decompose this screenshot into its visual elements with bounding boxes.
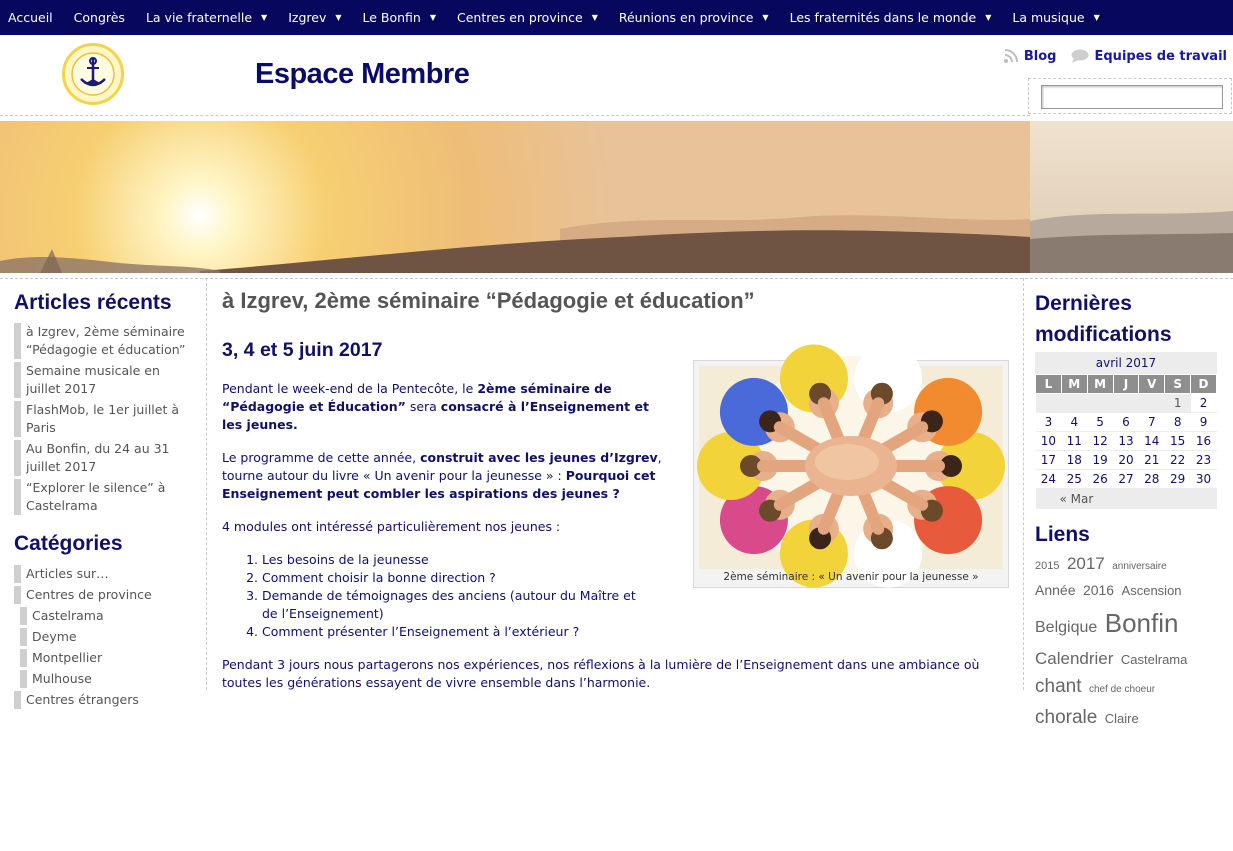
tag-link[interactable]: 2016 <box>1082 581 1115 598</box>
caret-down-icon: ▼ <box>429 13 437 22</box>
calendar-day: 12 <box>1087 432 1113 451</box>
nav-item-4[interactable] <box>363 10 437 25</box>
calendar-week <box>1036 394 1217 413</box>
category-link[interactable]: Castelrama <box>20 607 194 625</box>
calendar-day: 23 <box>1191 451 1217 470</box>
category-link[interactable]: Deyme <box>20 628 194 646</box>
calendar-day: 29 <box>1165 470 1191 489</box>
calendar-day: 11 <box>1061 432 1087 451</box>
calendar-day: 6 <box>1113 413 1139 432</box>
calendar-day: 14 <box>1139 432 1165 451</box>
nav-item-label: Réunions en province <box>618 10 754 25</box>
calendar-day-header: M <box>1087 375 1113 394</box>
tag-link[interactable]: 2017 <box>1066 554 1105 573</box>
calendar-day: 3 <box>1036 413 1062 432</box>
caret-down-icon: ▼ <box>335 13 342 22</box>
sunrise-banner-image <box>0 121 1233 273</box>
right-sidebar <box>1035 288 1217 728</box>
tag-link[interactable]: Claire <box>1104 710 1139 726</box>
left-column-divider <box>206 278 207 690</box>
calendar-day: 7 <box>1139 413 1165 432</box>
nav-item-label: La musique <box>1012 10 1085 25</box>
site-logo[interactable] <box>62 43 124 105</box>
post-photo[interactable] <box>699 366 1003 569</box>
nav-item-label: La vie fraternelle <box>145 10 253 25</box>
recent-articles-list <box>14 323 194 515</box>
tag-link[interactable]: chorale <box>1035 706 1098 728</box>
group-hands-photo <box>699 366 1003 569</box>
calendar-day: 16 <box>1191 432 1217 451</box>
module-item: 3. Demande de témoignages des anciens (autour du Maître et de l’Enseignement) <box>262 587 652 623</box>
modules-intro: 4 modules ont intéressé particulièrement nos jeunes : <box>222 519 561 534</box>
recent-article-link[interactable]: Au Bonfin, du 24 au 31 juillet 2017 <box>14 440 194 476</box>
nav-item-1[interactable] <box>74 10 125 25</box>
calendar-day: 15 <box>1165 432 1191 451</box>
calendar-day: 13 <box>1113 432 1139 451</box>
nav-item-7[interactable] <box>790 10 992 25</box>
calendar-day: 21 <box>1139 451 1165 470</box>
calendar-day-header: V <box>1139 375 1165 394</box>
calendar-week <box>1036 470 1217 489</box>
tag-link[interactable]: Castelrama <box>1120 651 1188 667</box>
category-link[interactable]: Articles sur… <box>14 565 194 583</box>
calendar-day: 5 <box>1087 413 1113 432</box>
categories-title: Catégories <box>14 532 123 556</box>
calendar-day <box>1087 394 1113 413</box>
calendar-day <box>1061 394 1087 413</box>
header-divider <box>0 115 1030 116</box>
speech-bubble-icon <box>1071 49 1089 63</box>
calendar-day: 18 <box>1061 451 1087 470</box>
closing-paragraph: Pendant 3 jours nous partagerons nos expériences, nos réflexions à la lumière de l’Enseignement dans une ambiance où toutes les générations essayent de vivre ensemble dans l’harmonie. <box>222 657 980 690</box>
last-modifications-title: Dernières modifications <box>1035 292 1172 346</box>
calendar-day: 2 <box>1191 394 1217 413</box>
nav-item-label: Izgrev <box>288 10 327 25</box>
right-column-divider <box>1023 278 1024 690</box>
calendar-day: 24 <box>1036 470 1062 489</box>
calendar-day <box>1113 394 1139 413</box>
post-subtitle: 3, 4 et 5 juin 2017 <box>222 339 383 361</box>
calendar-day: 25 <box>1061 470 1087 489</box>
tag-link[interactable]: Belgique <box>1035 619 1098 637</box>
caret-down-icon: ▼ <box>591 13 598 22</box>
search-box <box>1028 78 1232 114</box>
tag-link[interactable]: Calendrier <box>1035 648 1114 668</box>
tag-link[interactable]: 2015 <box>1035 560 1060 572</box>
calendar-day-header: L <box>1036 375 1062 394</box>
rss-icon <box>1003 48 1019 64</box>
blog-link[interactable]: Blog <box>1023 48 1057 64</box>
recent-article-link[interactable]: à Izgrev, 2ème séminaire “Pédagogie et éducation” <box>14 323 194 359</box>
post-title: à Izgrev, 2ème séminaire “Pédagogie et éducation” <box>222 288 755 313</box>
teams-link[interactable]: Equipes de travail <box>1094 48 1227 64</box>
calendar-prev-month-link[interactable]: « Mar <box>1036 489 1217 509</box>
calendar-day: 10 <box>1036 432 1062 451</box>
recent-article-link[interactable]: FlashMob, le 1er juillet à Paris <box>14 401 194 437</box>
calendar-week <box>1036 432 1217 451</box>
calendar-day <box>1036 394 1062 413</box>
categories-list <box>14 565 194 709</box>
nav-item-label: Centres en province <box>457 10 583 25</box>
left-sidebar <box>14 288 194 707</box>
calendar-day: 8 <box>1165 413 1191 432</box>
nav-item-6[interactable] <box>619 10 769 25</box>
intro-paragraph: Pendant le week-end de la Pentecôte, le 2ème séminaire de “Pédagogie et Éducation” sera consacré à l’Enseignement et les jeunes. <box>222 381 649 432</box>
calendar-day: 27 <box>1113 470 1139 489</box>
calendar-day: 1 <box>1165 394 1191 413</box>
caret-down-icon: ▼ <box>985 13 992 22</box>
nav-item-2[interactable] <box>146 10 267 25</box>
main-navigation <box>0 0 1233 35</box>
header-banner <box>0 121 1233 273</box>
caret-down-icon: ▼ <box>261 13 268 22</box>
calendar-day-header: M <box>1061 375 1087 394</box>
header-links <box>1003 48 1227 64</box>
site-title: Espace Membre <box>255 58 470 90</box>
program-paragraph: Le programme de cette année, construit avec les jeunes d’Izgrev, tourne autour du livre « Un avenir pour la jeunesse » : Pourquoi cet Enseignement peut combler les aspirations des jeunes ? <box>222 450 662 501</box>
post-figure <box>693 360 1009 588</box>
caret-down-icon: ▼ <box>1093 13 1100 22</box>
calendar-day: 19 <box>1087 451 1113 470</box>
content-top-divider <box>0 278 1233 279</box>
tag-cloud <box>1035 550 1217 733</box>
calendar-day: 17 <box>1036 451 1062 470</box>
category-link[interactable]: Centres étrangers <box>14 691 194 709</box>
links-title: Liens <box>1035 523 1090 546</box>
calendar-day: 22 <box>1165 451 1191 470</box>
nav-item-0[interactable] <box>8 10 53 25</box>
category-link[interactable]: Centres de province <box>14 586 194 604</box>
nav-item-label: Accueil <box>8 10 53 25</box>
calendar-day <box>1139 394 1165 413</box>
post-content <box>222 288 1012 688</box>
calendar-month: avril 2017 <box>1035 352 1217 374</box>
nav-item-3[interactable] <box>288 10 341 25</box>
calendar-week <box>1036 413 1217 432</box>
calendar-day: 30 <box>1191 470 1217 489</box>
caret-down-icon: ▼ <box>762 13 769 22</box>
recent-articles-title: Articles récents <box>14 291 172 314</box>
nav-item-5[interactable] <box>457 10 598 25</box>
module-item: 1. Les besoins de la jeunesse <box>262 551 652 569</box>
calendar-day: 9 <box>1191 413 1217 432</box>
anchor-emblem-icon <box>70 51 116 97</box>
nav-item-label: Congrès <box>73 10 125 25</box>
calendar-day: 28 <box>1139 470 1165 489</box>
calendar-day-header: D <box>1191 375 1217 394</box>
tag-link[interactable]: chef de choeur <box>1088 684 1156 696</box>
nav-item-label: Les fraternités dans le monde <box>789 10 977 25</box>
calendar-week <box>1036 451 1217 470</box>
recent-article-link[interactable]: Semaine musicale en juillet 2017 <box>14 362 194 398</box>
calendar-day-header: S <box>1165 375 1191 394</box>
tag-link[interactable]: Bonfin <box>1104 608 1179 639</box>
figure-caption: 2ème séminaire : « Un avenir pour la jeunesse » <box>723 571 979 583</box>
category-link[interactable]: Mulhouse <box>20 670 194 688</box>
calendar-day: 26 <box>1087 470 1113 489</box>
recent-article-link[interactable]: “Explorer le silence” à Castelrama <box>14 479 194 515</box>
module-item: 4. Comment présenter l’Enseignement à l’extérieur ? <box>262 623 652 641</box>
nav-item-label: Le Bonfin <box>362 10 421 25</box>
calendar-day: 20 <box>1113 451 1139 470</box>
calendar-day-header: J <box>1113 375 1139 394</box>
nav-item-8[interactable] <box>1012 10 1099 25</box>
category-link[interactable]: Montpellier <box>20 649 194 667</box>
calendar-day: 4 <box>1061 413 1087 432</box>
search-input[interactable] <box>1041 85 1223 109</box>
calendar <box>1035 352 1217 509</box>
modules-list <box>222 551 652 641</box>
tag-link[interactable]: anniversaire <box>1112 561 1167 572</box>
module-item: 2. Comment choisir la bonne direction ? <box>262 569 652 587</box>
tag-link[interactable]: Ascension <box>1121 582 1182 598</box>
tag-link[interactable]: Année <box>1035 581 1076 598</box>
tag-link[interactable]: chant <box>1035 676 1082 698</box>
